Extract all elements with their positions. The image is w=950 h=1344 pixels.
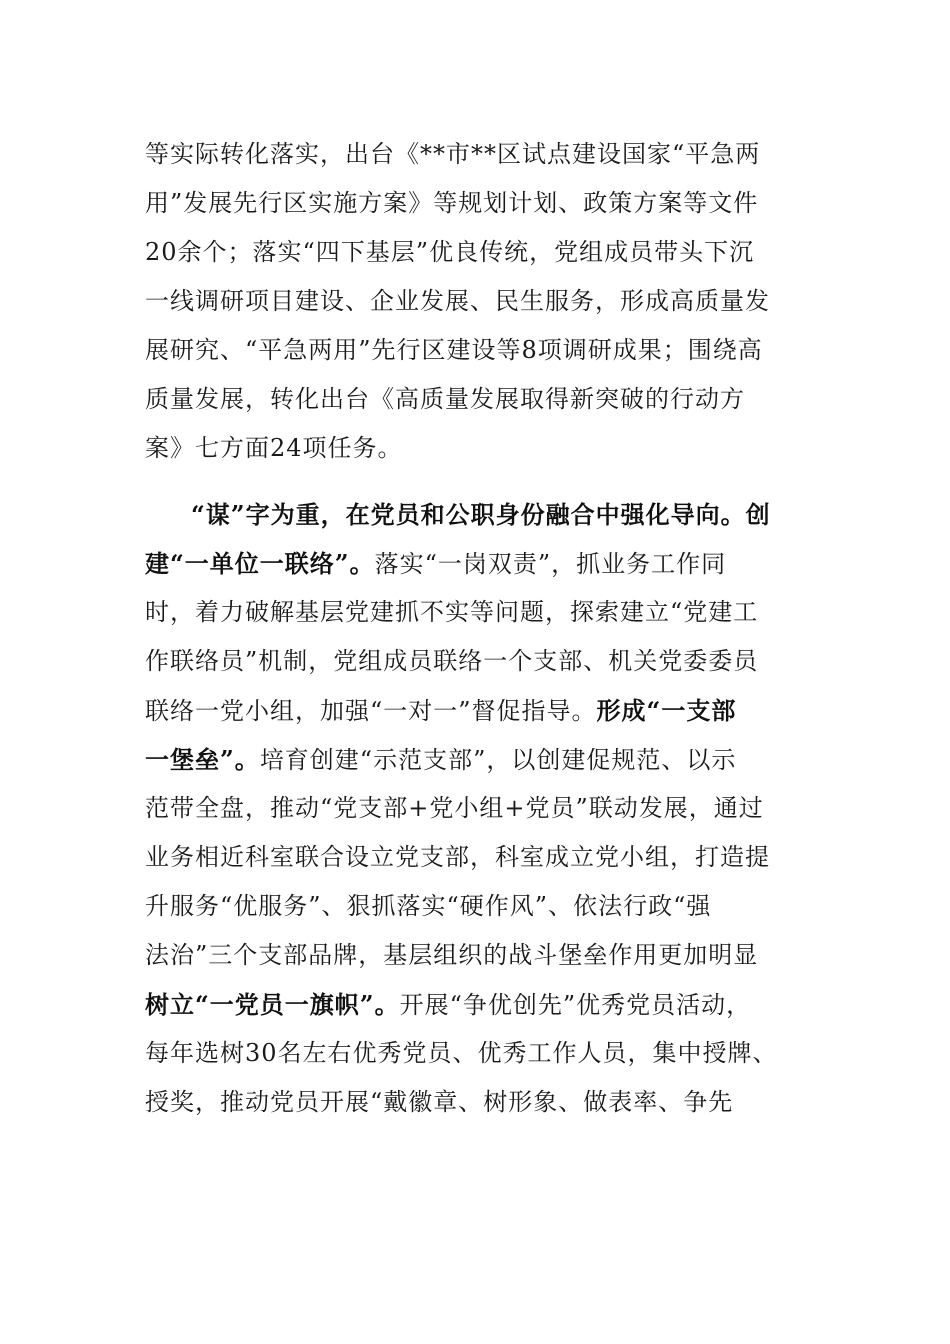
body-text: 培育创建“示范支部”，以创建促规范、以示 <box>259 746 737 774</box>
paragraph-line: 法治”三个支部品牌，基层组织的战斗堡垒作用更加明显 <box>145 941 759 969</box>
subheading: 建“一单位一联络”。 <box>145 549 375 578</box>
paragraph-line: 升服务“优服务”、狠抓落实“硬作风”、依法行政“强 <box>145 892 712 920</box>
paragraph-line: 业务相近科室联合设立党支部，科室成立党小组，打造提 <box>145 843 770 871</box>
body-text: 开展“争优创先”优秀党员活动， <box>399 991 752 1019</box>
paragraph-line: 用”发展先行区实施方案》等规划计划、政策方案等文件 <box>145 189 759 217</box>
paragraph-line: 等实际转化落实，出台《**市**区试点建设国家“平急两 <box>145 140 761 168</box>
paragraph-line <box>145 490 810 539</box>
paragraph-line <box>145 980 810 1029</box>
paragraph-line: 质量发展，转化出台《高质量发展取得新突破的行动方 <box>145 385 745 413</box>
paragraph-line: 20余个；落实“四下基层”优良传统，党组成员带头下沉 <box>145 238 755 266</box>
paragraph-line: 时，着力破解基层党建抓不实等问题，探索建立“党建工 <box>145 598 759 626</box>
paragraph-1 <box>145 130 810 473</box>
body-text: 落实“一岗双责”，抓业务工作同 <box>374 550 727 578</box>
body-text: 联络一党小组，加强“一对一”督促指导。 <box>145 697 597 725</box>
section-heading: “谋”字为重，在党员和公职身份融合中强化导向。创 <box>191 500 771 529</box>
subheading: 树立“一党员一旗帜”。 <box>145 990 400 1019</box>
paragraph-line: 授奖，推动党员开展“戴徽章、树形象、做表率、争先 <box>145 1088 734 1116</box>
paragraph-line: 每年选树30名左右优秀党员、优秀工作人员，集中授牌、 <box>145 1039 778 1067</box>
paragraph-line <box>145 686 810 735</box>
paragraph-line: 一线调研项目建设、企业发展、民生服务，形成高质量发 <box>145 287 770 315</box>
paragraph-line: 范带全盘，推动“党支部+党小组+党员”联动发展，通过 <box>145 794 764 822</box>
subheading: 一堡垒”。 <box>145 745 260 774</box>
paragraph-line: 作联络员”机制，党组成员联络一个支部、机关党委委员 <box>145 647 759 675</box>
paragraph-line: 展研究、“平急两用”先行区建设等8项调研成果；围绕高 <box>145 336 763 364</box>
paragraph-line: 案》七方面24项任务。 <box>145 434 403 462</box>
paragraph-line <box>145 735 810 784</box>
subheading: 形成“一支部 <box>596 696 737 725</box>
paragraph-2 <box>145 490 810 1127</box>
paragraph-line <box>145 539 810 588</box>
